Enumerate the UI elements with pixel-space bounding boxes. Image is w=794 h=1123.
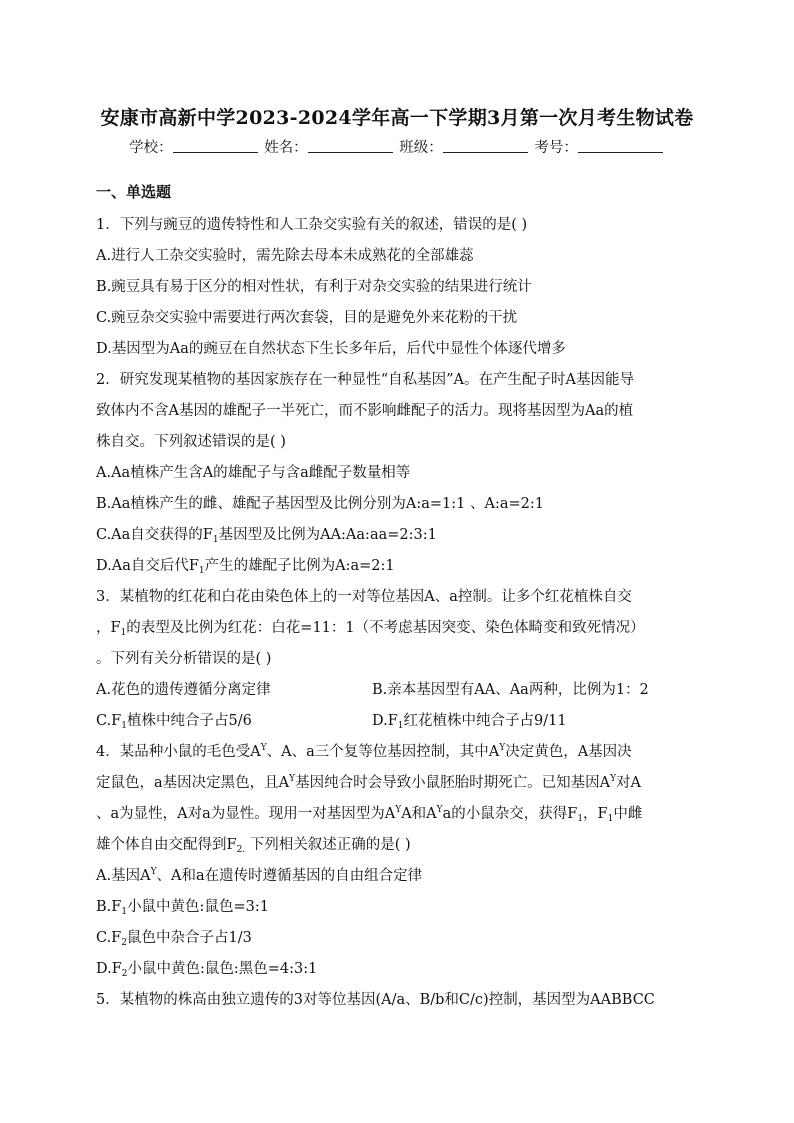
q2-option-a: A.Aa植株产生含A的雄配子与含a雌配子数量相等 — [96, 465, 411, 481]
q3-option-d: $D.F_1$红花植株中纯合子占9/11 — [372, 713, 567, 731]
q2-option-b: B.Aa植株产生的雌、雄配子基因型及比例分别为A:a=1:1 、A:a=2:1 — [96, 496, 544, 512]
number-blank[interactable] — [578, 138, 663, 153]
q3-option-c: $C.F_1$植株中纯合子占5/6 — [96, 713, 252, 731]
q4-stem-line2: 定鼠色，a基因决定黑色，且$A^Y$基因纯合时会导致小鼠胚胎时期死亡。已知基因$A^Y$对A — [96, 774, 641, 791]
q3-stem-line2: ，$F_1$的表型及比例为红花：白花=11：1（不考虑基因突变、染色体畸变和致死情况） — [96, 620, 645, 638]
school-label: 学校： — [129, 140, 173, 156]
section-heading: 一、单选题 — [96, 183, 172, 201]
q1-stem: 1．下列与豌豆的遗传特性和人工杂交实验有关的叙述，错误的是( ) — [96, 217, 528, 233]
q4-option-c: $C.F_2$鼠色中杂合子占1/3 — [96, 930, 252, 948]
q2-stem-line1: 2．研究发现某植物的基因家族存在一种显性“自私基因”A。在产生配子时A基因能导 — [96, 372, 634, 388]
q4-stem-line3: 、a为显性，A对a为显性。现用一对基因型为$A^YA$和$A^Ya$的小鼠杂交，获得$F_1$，$F_1$中雌 — [96, 805, 643, 824]
q4-option-b: $B.F_1$小鼠中黄色:鼠色=3:1 — [96, 899, 269, 917]
q2-stem-line2: 致体内不含A基因的雄配子一半死亡，而不影响雌配子的活力。现将基因型为Aa的植 — [96, 403, 634, 419]
q5-stem-line1: 5．某植物的株高由独立遗传的3对等位基因(A/a、B/b和C/c)控制，基因型为AABBCC — [96, 992, 655, 1008]
page-title: 安康市高新中学2023-2024学年高一下学期3月第一次月考生物试卷 — [100, 107, 694, 129]
q4-stem-line1: 4．某品种小鼠的毛色受$A^Y$、A、a三个复等位基因控制，其中$A^Y$决定黄色，A基因决 — [96, 743, 632, 760]
q4-option-a: A.基因$A^Y$、A和a在遗传时遵循基因的自由组合定律 — [96, 867, 423, 884]
class-label: 班级： — [399, 140, 443, 156]
q1-option-b: B.豌豆具有易于区分的相对性状，有利于对杂交实验的结果进行统计 — [96, 279, 532, 295]
q3-stem-line1: 3．某植物的红花和白花由染色体上的一对等位基因A、a控制。让多个红花植株自交 — [96, 589, 632, 605]
q3-option-a: A.花色的遗传遵循分离定律 — [96, 682, 271, 698]
q4-option-d: $D.F_2$小鼠中黄色:鼠色:黑色=4:3:1 — [96, 961, 318, 979]
q3-option-b: B.亲本基因型有AA、Aa两种，比例为1：2 — [372, 682, 649, 698]
q1-option-c: C.豌豆杂交实验中需要进行两次套袋，目的是避免外来花粉的干扰 — [96, 310, 518, 326]
q1-option-a: A.进行人工杂交实验时，需先除去母本未成熟花的全部雄蕊 — [96, 248, 474, 264]
q4-stem-line4: 雄个体自由交配得到$F_{2.}$ 下列相关叙述正确的是( ) — [96, 837, 411, 855]
student-info-row — [0, 136, 794, 157]
q1-option-d: D.基因型为Aa的豌豆在自然状态下生长多年后，后代中显性个体逐代增多 — [96, 341, 566, 357]
school-blank[interactable] — [173, 138, 258, 153]
q3-stem-line3: 。下列有关分析错误的是( ) — [96, 651, 272, 667]
q2-option-d: D.Aa自交后代$F_1$产生的雄配子比例为A:a=2:1 — [96, 558, 395, 576]
name-blank[interactable] — [308, 138, 393, 153]
class-blank[interactable] — [443, 138, 528, 153]
number-label: 考号： — [534, 140, 578, 156]
q2-option-c: C.Aa自交获得的$F_1$基因型及比例为AA:Aa:aa=2:3:1 — [96, 527, 437, 545]
q2-stem-line3: 株自交。下列叙述错误的是( ) — [96, 434, 286, 450]
name-label: 姓名： — [264, 140, 308, 156]
